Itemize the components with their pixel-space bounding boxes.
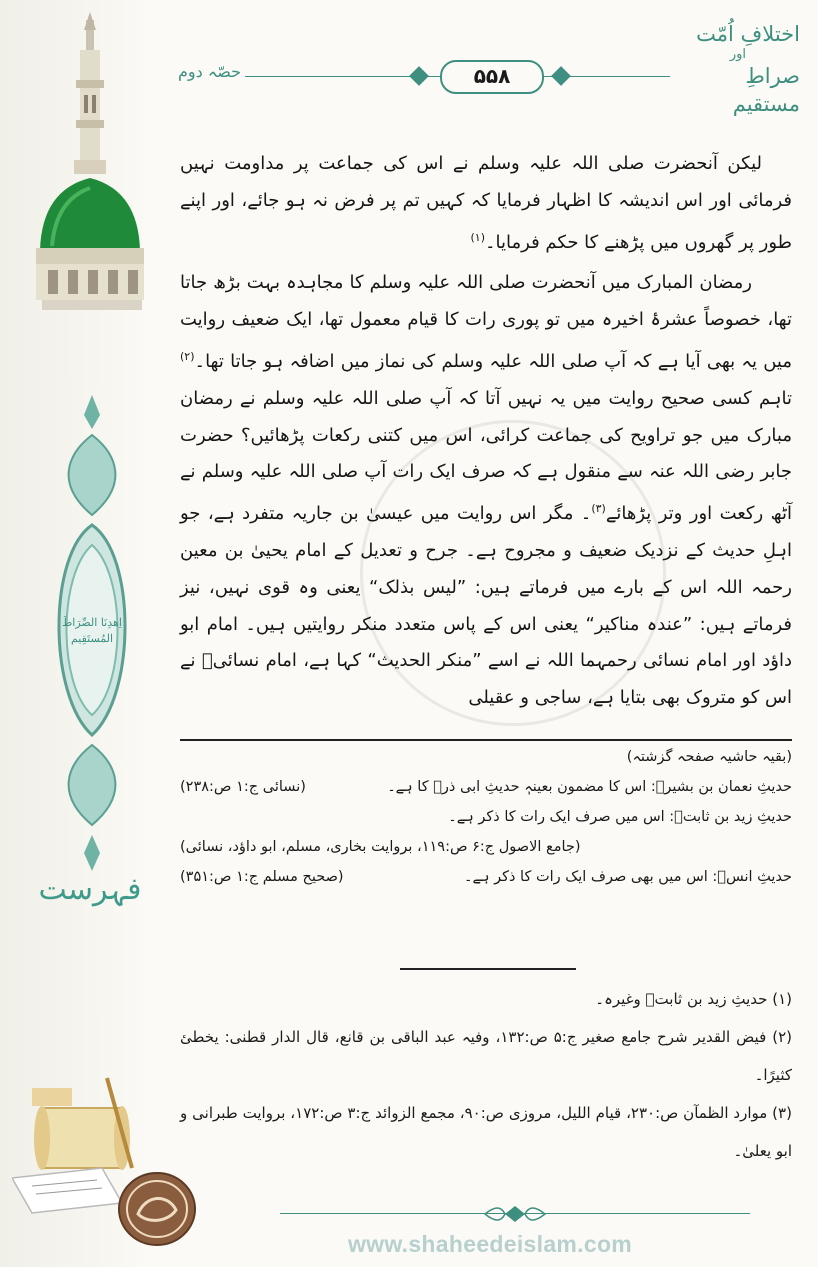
book-title-line1: اختلافِ اُمّت <box>696 22 800 46</box>
book-title <box>680 20 800 118</box>
footnote-number: (۲) <box>772 1028 792 1046</box>
footnote-item <box>180 1094 792 1170</box>
footnote-item <box>180 1018 792 1094</box>
paragraph-2 <box>180 265 792 717</box>
footnote-number: (۱) <box>772 990 792 1008</box>
continued-line-4-ref: (صحیح مسلم ج:۱ ص:۳۵۱) <box>180 869 344 885</box>
footnote-text: فیض القدیر شرح جامع صغیر ج:۵ ص:۱۳۲، وفیہ عبد الباقی بن قانع، قال الدار قطنی: یخطئ کثیرًا۔ <box>180 1028 792 1084</box>
continued-line-2: حدیثِ زید بن ثابتؓ: اس میں صرف ایک رات کا ذکر ہے۔ <box>448 809 792 825</box>
mosque-dome-minaret-image <box>22 10 152 310</box>
paragraph-2-text-b: تاہم کسی صحیح روایت میں یہ نہیں آتا کہ آپ صلی اللہ علیہ وسلم نے رمضان مبارک میں جو تراویح کی جماعت کرائی، اس میں کتنی رکعات پڑھائیں؟ حضرت جابر رضی اللہ عنہ سے منقول ہے کہ صرف ایک رات آپ صلی اللہ علیہ وسلم نے آٹھ رکعت اور وتر پڑھائے <box>180 387 792 525</box>
website-link[interactable]: www.shaheedeislam.com <box>347 1231 633 1257</box>
header-ornament-left <box>409 66 429 86</box>
page-number: ۵۵۸ <box>440 60 544 94</box>
footnotes-list <box>180 980 792 1170</box>
continued-line-1: حدیثِ نعمان بن بشیرؓ: اس کا مضمون بعینہٖ حدیثِ ابی ذرؓ کا ہے۔ <box>387 779 792 795</box>
paragraph-1-text: لیکن آنحضرت صلی اللہ علیہ وسلم نے اس کی جماعت پر مداومت نہیں فرمائی اور اس اندیشہ کا اظہار فرمایا کہ کہیں تم پر فرض نہ ہو جائے، اور اپنے طور پر گھروں میں پڑھنے کا حکم فرمایا۔ <box>180 153 792 253</box>
paragraph-2-text-a: رمضان المبارک میں آنحضرت صلی اللہ علیہ وسلم کا مجاہدہ بہت بڑھ جاتا تھا، خصوصاً عشرۂ اخیرہ میں تو پوری رات کا قیام معمول تھا، ایک ضعیف روایت میں یہ بھی آیا ہے کہ آپ صلی اللہ علیہ وسلم کی نماز میں اضافہ ہو جاتا تھا۔ <box>180 272 792 372</box>
book-title-and: اور <box>729 47 746 62</box>
paragraph-2-text-c: ۔ مگر اس روایت میں عیسیٰ بن جاریہ متفرد ہے، جو اہلِ حدیث کے نزدیک ضعیف و مجروح ہے۔ جرح و تعدیل کے امام یحییٰ بن معین رحمہ اللہ اس کے بارے میں فرماتے ہیں: ”لیس بذلک“ یعنی وہ قوی نہیں، نیز فرماتے ہیں: ”عندہ مناکیر“ یعنی اس کے پاس متعدد منکر روایتیں ہیں۔ امام ابو داؤد اور امام نسائی رحمہما اللہ نے اسے ”منکر الحدیث“ کہا ہے، امام نسائیؒ نے اس کو متروک بھی بتایا ہے، ساجی و عقیلی <box>180 503 792 709</box>
continued-line-3-ref: (جامع الاصول ج:۶ ص:۱۱۹، بروایت بخاری، مسلم، ابو داؤد، نسائی) <box>180 839 581 855</box>
publisher-logo-badge <box>118 1170 196 1248</box>
sidebar-emblem-text: اِهدِنَا الصِّرَاطَ المُستَقِيم <box>62 616 122 645</box>
book-title-line2: صراطِ مستقیم <box>732 64 800 116</box>
continued-line-4: حدیثِ انسؓ: اس میں بھی صرف ایک رات کا ذکر ہے۔ <box>463 869 792 885</box>
continued-heading: (بقیہ حاشیہ صفحہ گزشتہ) <box>626 749 792 765</box>
paragraph-1 <box>180 146 792 261</box>
footnote-text: حدیثِ زید بن ثابتؓ وغیرہ۔ <box>595 990 768 1008</box>
left-decorative-panel <box>0 0 150 1267</box>
main-text <box>180 146 792 721</box>
footnote-ref-3[interactable]: (۳) <box>591 502 606 516</box>
references-divider <box>400 968 576 970</box>
page-header <box>180 58 670 94</box>
footnote-text: موارد الظمآن ص:۲۳۰، قیام اللیل، مروزی ص:۹۰، مجمع الزوائد ج:۳ ص:۱۷۲، بروایت طبرانی و ابو یعلیٰ۔ <box>180 1104 792 1160</box>
footnote-number: (۳) <box>772 1104 792 1122</box>
header-ornament-right <box>551 66 571 86</box>
footnote-item <box>180 980 792 1018</box>
footnote-ref-1[interactable]: (۱) <box>470 230 485 244</box>
continued-line-1-ref: (نسائی ج:۱ ص:۲۳۸) <box>180 779 306 795</box>
footnote-divider <box>180 739 792 741</box>
index-link[interactable]: فہرست <box>38 872 142 907</box>
footer-ornament <box>455 1204 575 1224</box>
section-label: حصّہ دوم <box>174 62 245 81</box>
footnote-ref-2[interactable]: (۲) <box>180 349 195 363</box>
continued-footnote <box>180 742 792 892</box>
